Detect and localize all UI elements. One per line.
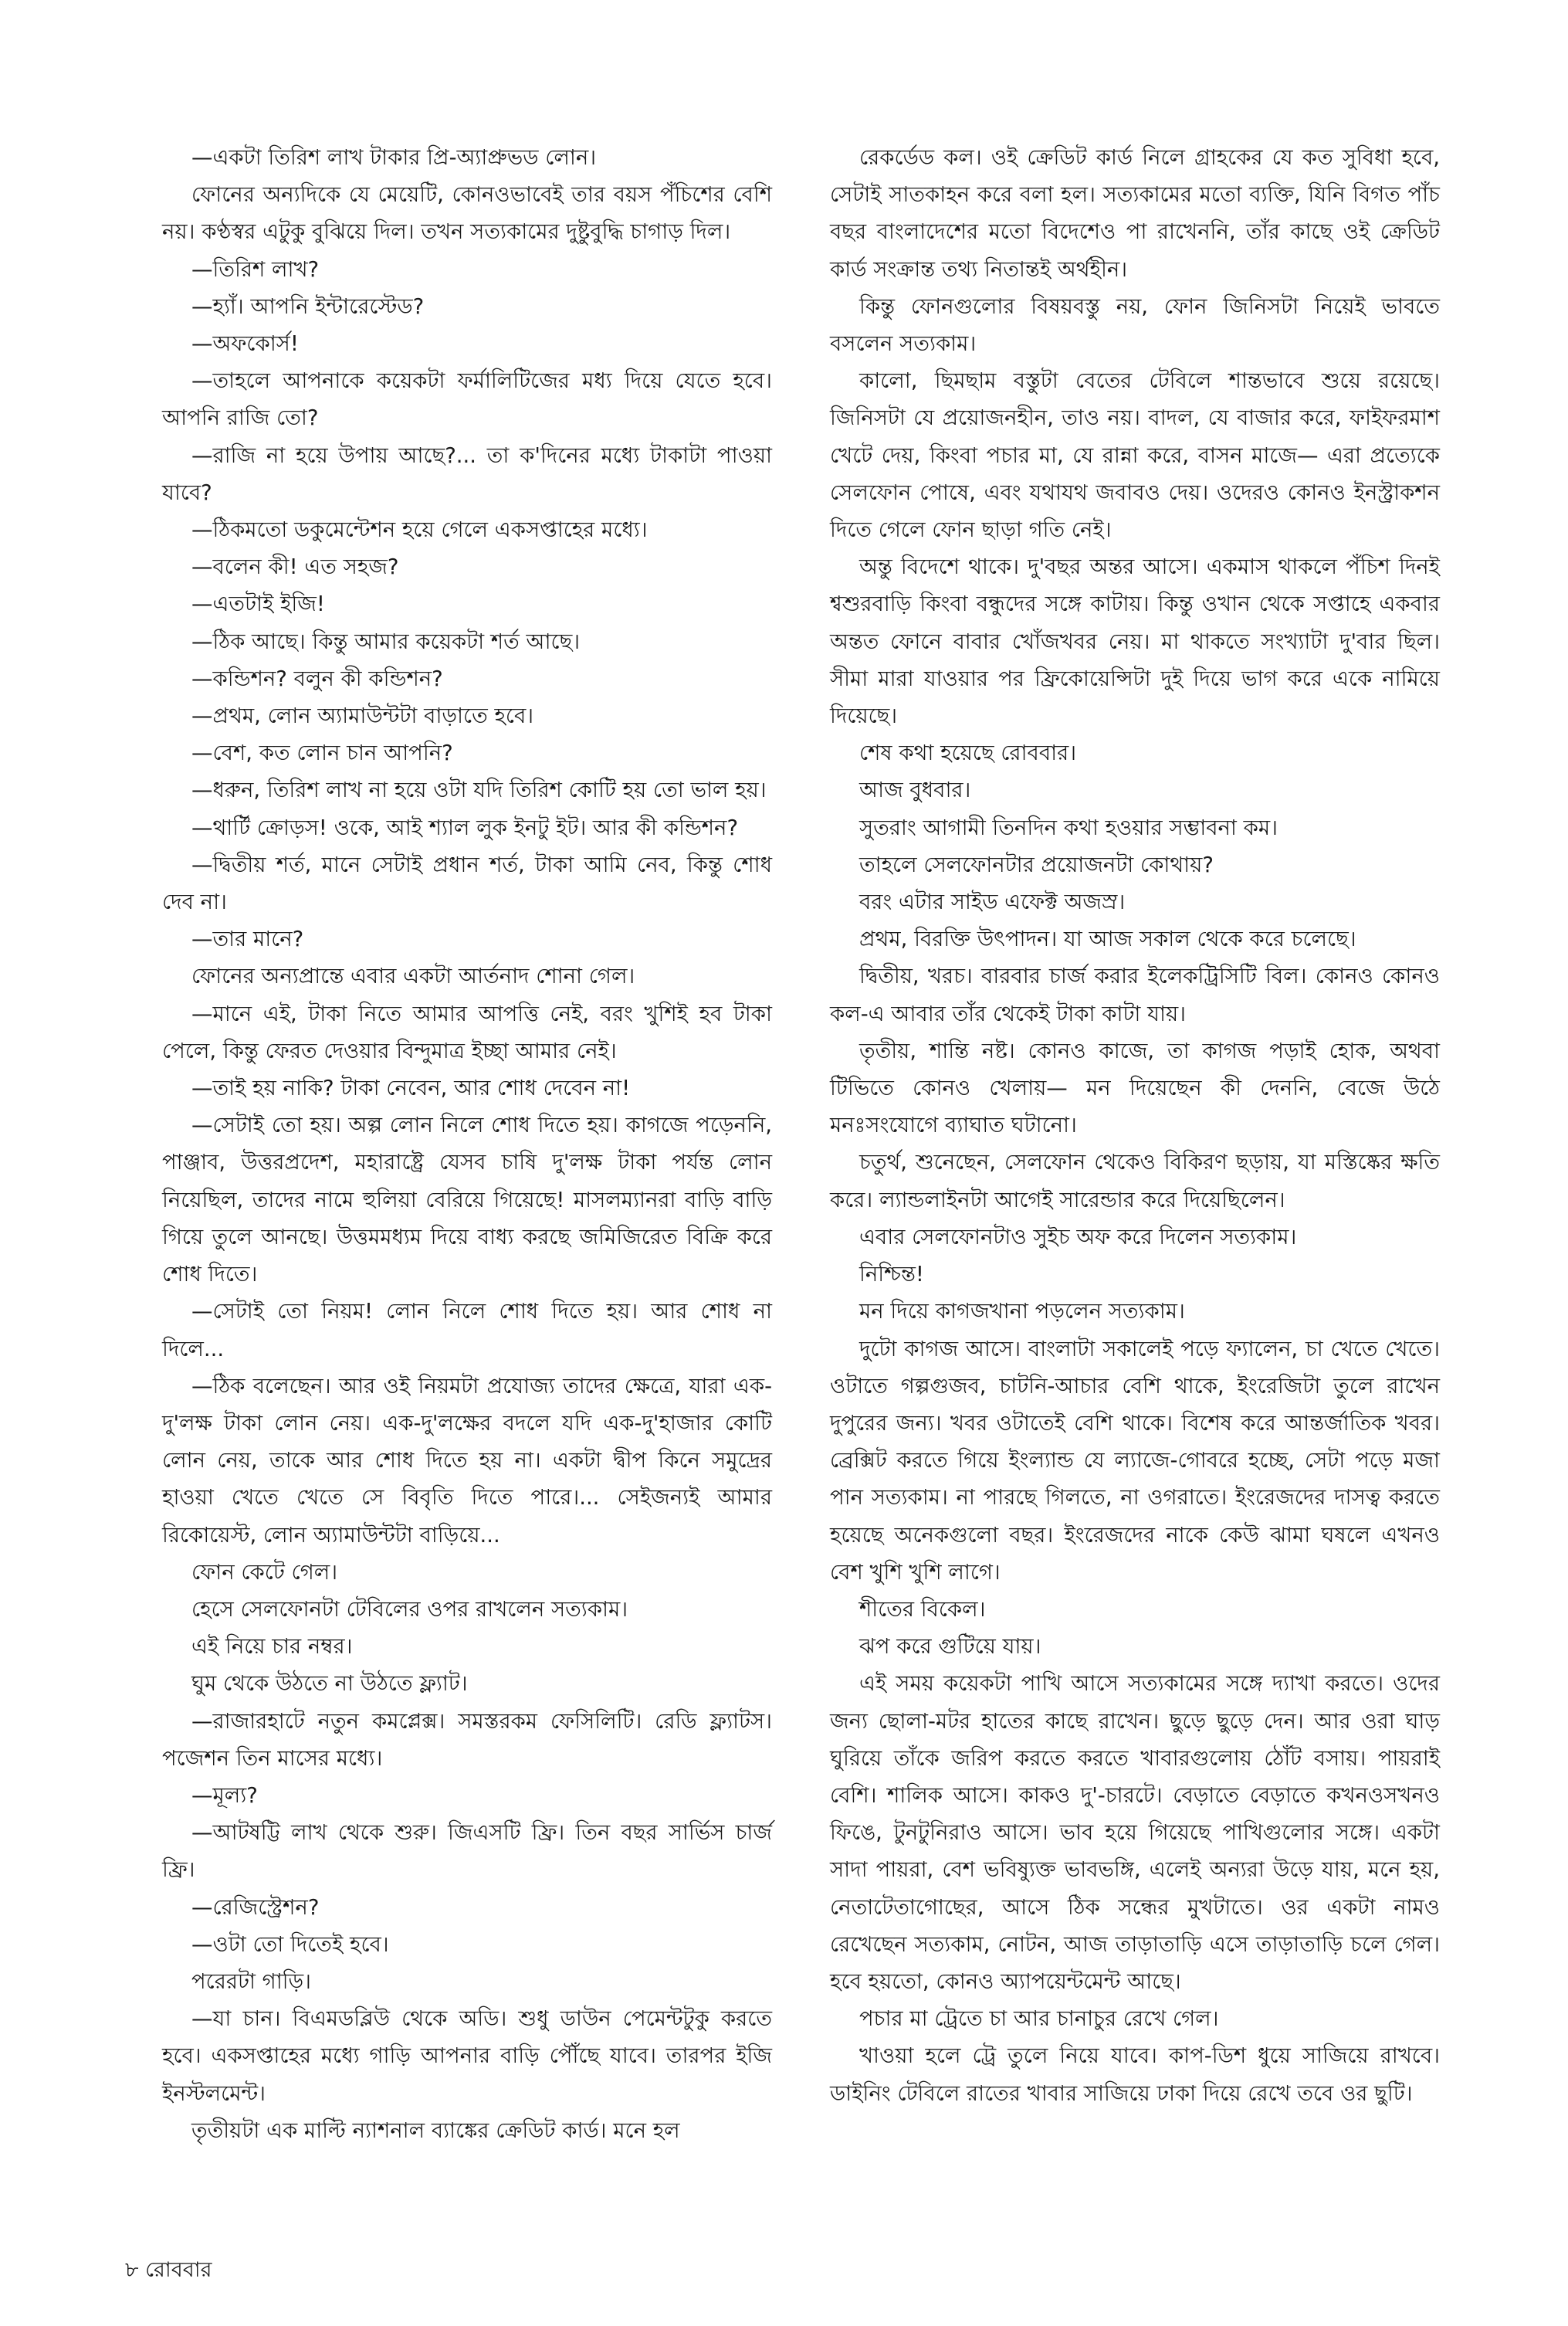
paragraph: রেকর্ডেড কল। ওই ক্রেডিট কার্ড নিলে গ্রাহকের যে কত সুবিধা হবে, সেটাই সাতকাহন করে বলা হল। সত্যকামের মতো ব্যক্তি, যিনি বিগত পাঁচ বছর বাংলাদেশের মতো বিদেশেও পা রাখেননি, তাঁর কাছে ওই ক্রেডিট কার্ড সংক্রান্ত তথ্য নিতান্তই অর্থহীন। [830,145,1440,282]
paragraph: বরং এটার সাইড এফেক্ট অজস্র। [859,890,1126,915]
paragraph: —সেটাই তো হয়। অল্প লোন নিলে শোধ দিতে হয়। কাগজে পড়েননি, পাঞ্জাব, উত্তরপ্রদেশ, মহারাষ্ট্রে যেসব চাষি দু'লক্ষ টাকা পর্যন্ত লোন নিয়েছিল, তাদের নামে হুলিয়া বেরিয়ে গিয়েছে! মাসলম্যানরা বাড়ি বাড়ি গিয়ে তুলে আনছে। উত্তমমধ্যম দিয়ে বাধ্য করছে জমিজিরেত বিক্রি করে শোধ দিতে। [162,1113,772,1287]
paragraph: —একটা তিরিশ লাখ টাকার প্রি-অ্যাপ্রুভড লোন। [191,145,597,170]
paragraph: —থার্টি ক্রোড়স! ওকে, আই শ্যাল লুক ইনটু ইট। আর কী কন্ডিশন? [191,815,739,840]
paragraph: —ঠিক আছে। কিন্তু আমার কয়েকটা শর্ত আছে। [191,629,581,654]
paragraph: ফোন কেটে গেল। [191,1559,338,1585]
paragraph: মন দিয়ে কাগজখানা পড়লেন সত্যকাম। [859,1299,1185,1324]
paragraph: এই সময় কয়েকটা পাখি আসে সত্যকামের সঙ্গে দ্যাখা করতে। ওদের জন্য ছোলা-মটর হাতের কাছে রাখেন। ছুড়ে ছুড়ে দেন। আর ওরা ঘাড় ঘুরিয়ে তাঁকে জরিপ করতে করতে খাবারগুলোয় ঠোঁট বসায়। পায়রাই বেশি। শালিক আসে। কাকও দু'-চারটে। বেড়াতে বেড়াতে কখনওসখনও ফিঙে, টুনটুনিরাও আসে। ভাব হয়ে গিয়েছে পাখিগুলোর সঙ্গে। একটা সাদা পায়রা, বেশ ভবিষ্যুক্ত ভাবভঙ্গি, এলেই অন্যরা উড়ে যায়, মনে হয়, নেতাটেতাগোছের, আসে ঠিক সন্ধের মুখটাতে। ওর একটা নামও রেখেছেন সত্যকাম, নোটন, আজ তাড়াতাড়ি এসে তাড়াতাড়ি চলে গেল। হবে হয়তো, কোনও অ্যাপয়েন্টমেন্ট আছে। [830,1671,1440,1994]
paragraph: এবার সেলফোনটাও সুইচ অফ করে দিলেন সত্যকাম। [859,1224,1297,1249]
paragraph: —রেজিস্ট্রেশন? [191,1894,320,1920]
paragraph: এই নিয়ে চার নম্বর। [191,1634,353,1660]
paragraph: —সেটাই তো নিয়ম! লোন নিলে শোধ দিতে হয়। আর শোধ না দিলে... [162,1299,772,1361]
paragraph: দ্বিতীয়, খরচ। বারবার চার্জ করার ইলেকট্রিসিটি বিল। কোনও কোনও কল-এ আবার তাঁর থেকেই টাকা কাটা যায়। [830,964,1440,1026]
paragraph: —বলেন কী! এত সহজ? [191,554,399,580]
paragraph: —দ্বিতীয় শর্ত, মানে সেটাই প্রধান শর্ত, টাকা আমি নেব, কিন্তু শোধ দেব না। [162,852,772,915]
paragraph: —বেশ, কত লোন চান আপনি? [191,741,453,766]
paragraph: সুতরাং আগামী তিনদিন কথা হওয়ার সম্ভাবনা কম। [859,815,1278,840]
paragraph: দুটো কাগজ আসে। বাংলাটা সকালেই পড়ে ফ্যালেন, চা খেতে খেতে। ওটাতে গল্পগুজব, চাটনি-আচার বেশি থাকে, ইংরেজিটা তুলে রাখেন দুপুরের জন্য। খবর ওটাতেই বেশি থাকে। বিশেষ করে আন্তর্জাতিক খবর। ব্রেক্সিট করতে গিয়ে ইংল্যান্ড যে ল্যাজে-গোবরে হচ্ছে, সেটা পড়ে মজা পান সত্যকাম। না পারছে গিলতে, না ওগরাতে। ইংরেজদের দাসত্ব করতে হয়েছে অনেকগুলো বছর। ইংরেজদের নাকে কেউ ঝামা ঘষলে এখনও বেশ খুশি খুশি লাগে। [830,1336,1440,1585]
paragraph: —ওটা তো দিতেই হবে। [191,1931,389,1957]
paragraph: —যা চান। বিএমডব্লিউ থেকে অডি। শুধু ডাউন পেমেন্টটুকু করতে হবে। একসপ্তাহের মধ্যে গাড়ি আপনার বাড়ি পৌঁছে যাবে। তারপর ইজি ইনস্টলমেন্ট। [162,2006,772,2106]
paragraph: পরেরটা গাড়ি। [191,1968,312,1994]
paragraph: ঝপ করে গুটিয়ে যায়। [859,1634,1041,1660]
paragraph: ফোনের অন্যদিকে যে মেয়েটি, কোনওভাবেই তার বয়স পঁচিশের বেশি নয়। কণ্ঠস্বর এটুকু বুঝিয়ে দিল। তখন সত্যকামের দুষ্টুবুদ্ধি চাগাড় দিল। [162,182,772,245]
paragraph: —ঠিকমতো ডকুমেন্টেশন হয়ে গেলে একসপ্তাহের মধ্যে। [191,517,648,543]
paragraph: নিশ্চিন্ত! [859,1262,924,1287]
paragraph: শেষ কথা হয়েছে রোববার। [859,741,1077,766]
paragraph: —ধরুন, তিরিশ লাখ না হয়ে ওটা যদি তিরিশ কোটি হয় তো ভাল হয়। [191,778,767,803]
paragraph: প্রথম, বিরক্তি উৎপাদন। যা আজ সকাল থেকে করে চলেছে। [859,927,1356,952]
paragraph: তৃতীয়, শান্তি নষ্ট। কোনও কাজে, তা কাগজ পড়াই হোক, অথবা টিভিতে কোনও খেলায়— মন দিয়েছেন কী দেননি, বেজে উঠে মনঃসংযোগে ব্যাঘাত ঘটানো। [830,1038,1440,1138]
paragraph: চতুর্থ, শুনেছেন, সেলফোন থেকেও বিকিরণ ছড়ায়, যা মস্তিষ্কের ক্ষতি করে। ল্যান্ডলাইনটা আগেই সারেন্ডার করে দিয়েছিলেন। [830,1150,1440,1212]
paragraph: —আটষট্টি লাখ থেকে শুরু। জিএসটি ফ্রি। তিন বছর সার্ভিস চার্জ ফ্রি। [162,1820,772,1883]
paragraph: পচার মা ট্রেতে চা আর চানাচুর রেখে গেল। [859,2006,1219,2032]
paragraph: —তাই হয় নাকি? টাকা নেবেন, আর শোধ দেবেন না! [191,1076,631,1101]
paragraph: —মানে এই, টাকা নিতে আমার আপত্তি নেই, বরং খুশিই হব টাকা পেলে, কিন্তু ফেরত দেওয়ার বিন্দুমাত্র ইচ্ছা আমার নেই। [162,1001,772,1063]
paragraph: —হ্যাঁ। আপনি ইন্টারেস্টেড? [191,293,425,319]
paragraph: খাওয়া হলে ট্রে তুলে নিয়ে যাবে। কাপ-ডিশ ধুয়ে সাজিয়ে রাখবে। ডাইনিং টেবিলে রাতের খাবার সাজিয়ে ঢাকা দিয়ে রেখে তবে ওর ছুটি। [830,2043,1440,2106]
paragraph: —ঠিক বলেছেন। আর ওই নিয়মটা প্রযোজ্য তাদের ক্ষেত্রে, যারা এক-দু'লক্ষ টাকা লোন নেয়। এক-দু'লক্ষের বদলে যদি এক-দু'হাজার কোটি লোন নেয়, তাকে আর শোধ দিতে হয় না। একটা দ্বীপ কিনে সমুদ্রের হাওয়া খেতে খেতে সে বিবৃতি দিতে পারে।... সেইজন্যই আমার রিকোয়েস্ট, লোন অ্যামাউন্টটা বাড়িয়ে... [162,1373,772,1548]
paragraph: তৃতীয়টা এক মাল্টি ন্যাশনাল ব্যাঙ্কের ক্রেডিট কার্ড। মনে হল [191,2117,680,2143]
paragraph: —তিরিশ লাখ? [191,256,320,282]
left-text-column [162,139,772,2149]
paragraph: ফোনের অন্যপ্রান্তে এবার একটা আর্তনাদ শোনা গেল। [191,964,635,989]
paragraph: হেসে সেলফোনটা টেবিলের ওপর রাখলেন সত্যকাম। [191,1596,628,1622]
paragraph: শীতের বিকেল। [859,1596,986,1622]
paragraph: —প্রথম, লোন অ্যামাউন্টটা বাড়াতে হবে। [191,704,534,729]
paragraph: —মূল্য? [191,1782,258,1808]
paragraph: —তাহলে আপনাকে কয়েকটা ফর্মালিটিজের মধ্য দিয়ে যেতে হবে। আপনি রাজি তো? [162,368,772,431]
paragraph: —এতটাই ইজি! [191,592,325,617]
paragraph: —রাজি না হয়ে উপায় আছে?... তা ক'দিনের মধ্যে টাকাটা পাওয়া যাবে? [162,442,772,505]
paragraph: —অফকোর্স! [191,331,299,357]
paragraph: কিন্তু ফোনগুলোর বিষয়বস্তু নয়, ফোন জিনিসটা নিয়েই ভাবতে বসলেন সত্যকাম। [830,293,1440,357]
paragraph: তাহলে সেলফোনটার প্রয়োজনটা কোথায়? [859,852,1214,877]
paragraph: আজ বুধবার। [859,778,971,803]
page-folio: ৮ রোববার [125,2258,212,2282]
paragraph: ঘুম থেকে উঠতে না উঠতে ফ্ল্যাট। [191,1671,468,1697]
paragraph: অন্তু বিদেশে থাকে। দু'বছর অন্তর আসে। একমাস থাকলে পঁচিশ দিনই শ্বশুরবাড়ি কিংবা বন্ধুদের সঙ্গে কাটায়। কিন্তু ওখান থেকে সপ্তাহে একবার অন্তত ফোনে বাবার খোঁজখবর নেয়। মা থাকতে সংখ্যাটা দু'বার ছিল। সীমা মারা যাওয়ার পর ফ্রিকোয়েন্সিটা দুই দিয়ে ভাগ করে একে নামিয়ে দিয়েছে। [830,554,1440,729]
right-text-column [830,139,1440,2112]
paragraph: —কন্ডিশন? বলুন কী কন্ডিশন? [191,666,443,691]
paragraph: —তার মানে? [191,927,304,952]
paragraph: কালো, ছিমছাম বস্তুটা বেতের টেবিলে শান্তভাবে শুয়ে রয়েছে। জিনিসটা যে প্রয়োজনহীন, তাও নয়। বাদল, যে বাজার করে, ফাইফরমাশ খেটে দেয়, কিংবা পচার মা, যে রান্না করে, বাসন মাজে— এরা প্রত্যেকে সেলফোন পোষে, এবং যথাযথ জবাবও দেয়। ওদেরও কোনও ইনস্ট্রাকশন দিতে গেলে ফোন ছাড়া গতি নেই। [830,368,1440,543]
paragraph: —রাজারহাটে নতুন কমপ্লেক্স। সমস্তরকম ফেসিলিটি। রেডি ফ্ল্যাটস। পজেশন তিন মাসের মধ্যে। [162,1708,772,1771]
